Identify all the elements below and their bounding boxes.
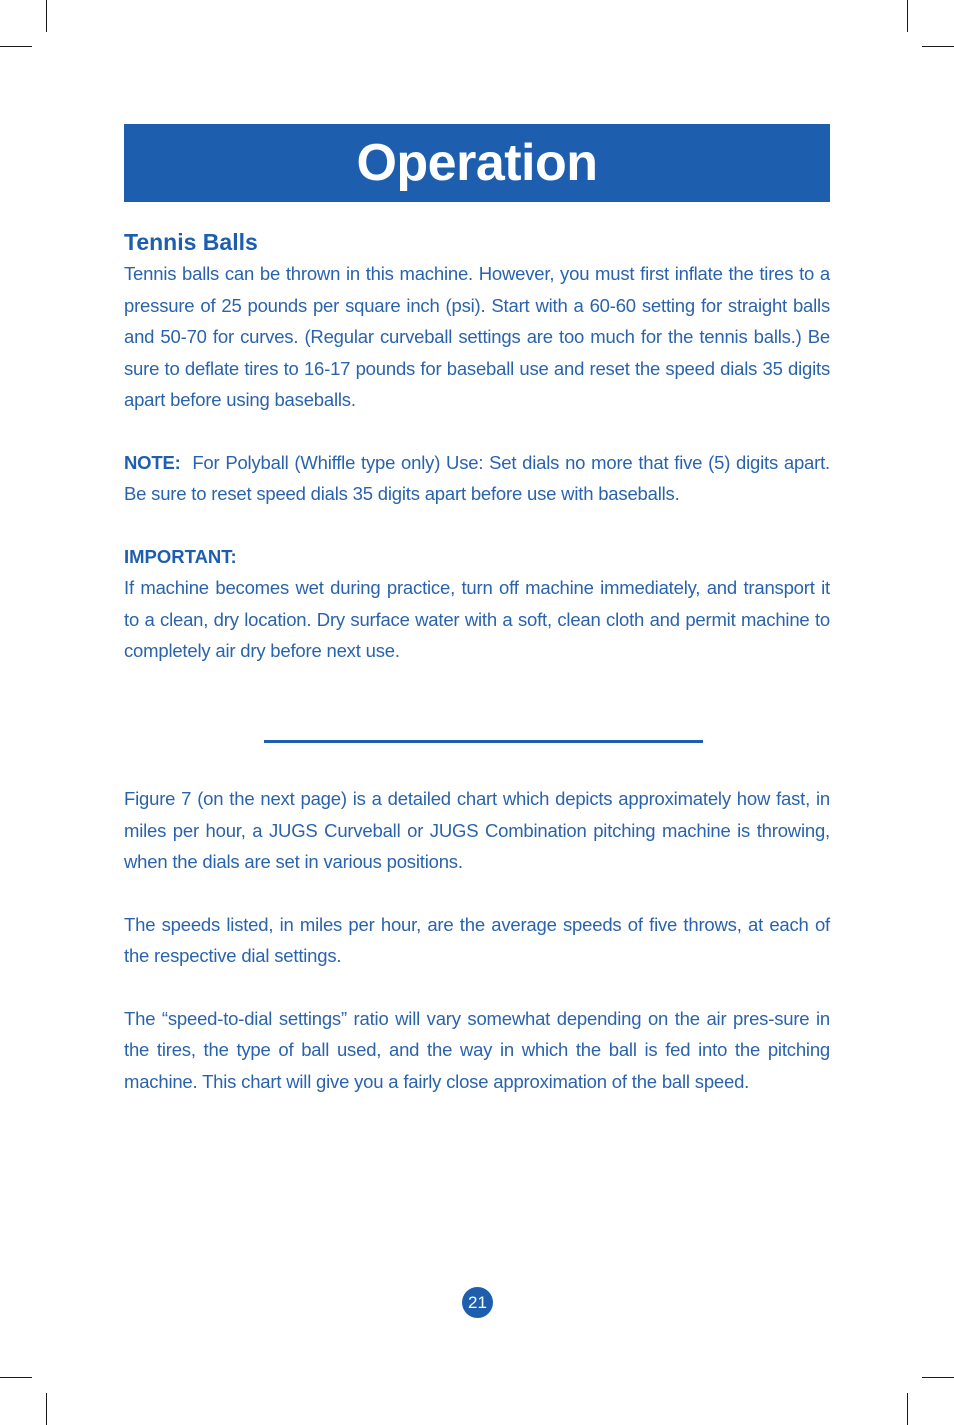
crop-mark <box>922 1377 954 1378</box>
important-paragraph: If machine becomes wet during practice, turn off machine immediately, and transport it to a clean, dry location. Dry surface water with a soft, clean cloth and permit machine to completely air dry before next use. <box>124 577 830 661</box>
page-number-badge <box>462 1287 493 1318</box>
crop-mark <box>46 1393 47 1425</box>
crop-mark <box>907 1393 908 1425</box>
note-label: NOTE: <box>124 451 181 473</box>
important-label: IMPORTANT: <box>124 545 237 567</box>
page-title: Operation <box>356 134 598 192</box>
section-heading-tennis-balls: Tennis Balls <box>124 229 258 255</box>
main-content <box>124 226 830 667</box>
chart-intro-paragraph-3: The “speed-to-dial settings” ratio will vary somewhat depending on the air pres-sure in the tires, the type of ball used, and the way in which the ball is fed into the pitching machine. This chart will give you a fairly close approximation of the ball speed. <box>124 1007 830 1092</box>
chart-intro-paragraph-2: The speeds listed, in miles per hour, are the average speeds of five throws, at each of the respective dial settings. <box>124 913 830 966</box>
title-banner <box>124 124 830 202</box>
note-text: For Polyball (Whiffle type only) Use: Set dials no more that five (5) digits apart. Be sure to reset speed dials 35 digits apart before use with baseballs. <box>124 451 830 504</box>
section-divider <box>264 740 703 743</box>
crop-mark <box>0 46 32 47</box>
crop-mark <box>922 46 954 47</box>
crop-mark <box>0 1377 32 1378</box>
crop-mark <box>46 0 47 32</box>
chart-intro-paragraph-1: Figure 7 (on the next page) is a detailed chart which depicts approximately how fast, in miles per hour, a JUGS Curveball or JUGS Combination pitching machine is throwing, when the dials are set in various positions. <box>124 788 830 872</box>
tennis-balls-paragraph: Tennis balls can be thrown in this machine. However, you must first inflate the tires to a pressure of 25 pounds per square inch (psi). Start with a 60-60 setting for straight balls and 50-70 for curves. (Regular curveball settings are too much for the tennis balls.) Be sure to deflate tires to 16-17 pounds for baseball use and reset the speed dials 35 digits apart before using baseballs. <box>124 263 830 410</box>
crop-mark <box>907 0 908 32</box>
page-number: 21 <box>468 1292 487 1312</box>
note-paragraph <box>124 447 830 510</box>
chart-intro-content <box>124 783 830 1097</box>
